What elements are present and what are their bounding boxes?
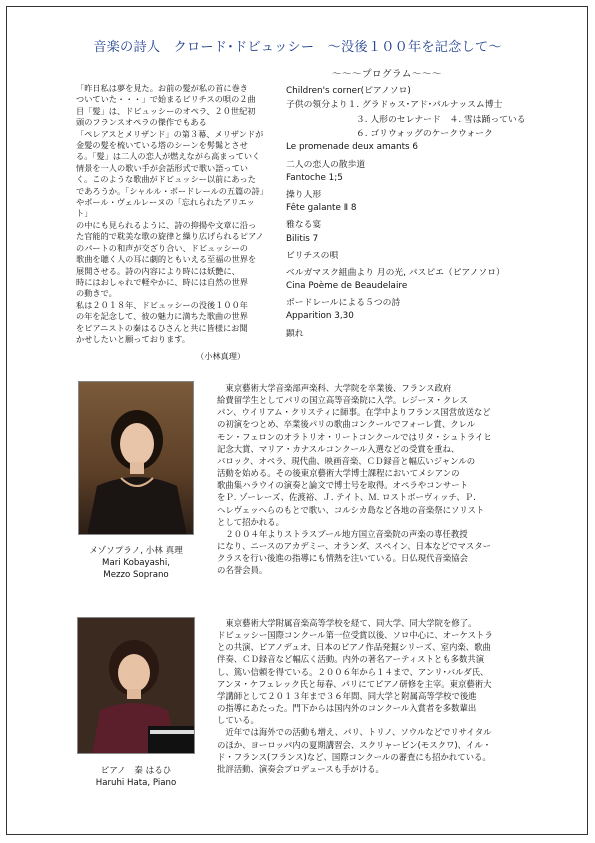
intro-line: 私は２０１８年、ドビュッシーの没後１００年 <box>76 299 248 310</box>
bio-line: 東京藝術大学附属音楽高等学校を経て、同大学、同大学院を修了。 <box>217 618 477 628</box>
mezzo-soprano-bio <box>217 382 579 577</box>
program-item: ベルガマスク組曲より 月の光, パスピエ（ピアノソロ） <box>286 268 505 278</box>
program-item: Apparition 3,30 <box>286 311 354 321</box>
bio-line: 近年では海外での活動も増え、パリ、トリノ、ソウルなどでリサイタル <box>217 727 492 738</box>
program-item: Children's corner(ピアノソロ) <box>286 86 411 96</box>
bio-line: 学講師として２０１３年まで３６年間、同大学と附属高等学校で後進 <box>217 690 477 701</box>
bio-line: 東京藝術大学音楽部声楽科、大学院を卒業後、フランス政府 <box>217 383 452 393</box>
bio-line: 記念大賞、マリア・カナスルコンクール入選などの受賞を重ね、 <box>217 443 460 454</box>
program-item: Le promenade deux amants 6 <box>286 142 419 152</box>
bio-line: ドビュッシー国際コンクール第一位受賞以後、ソロ中心に、オーケストラ <box>217 630 493 641</box>
program-item: ６. ゴリウォッグのケークウォーク <box>356 129 493 139</box>
bio-line: し、篤い信頼を得ている。２００６年から１４まで、アンリ･バルダ氏、 <box>217 666 489 677</box>
bio-line: バロック、オペラ、現代曲、映画音楽、ＣＤ録音と幅広いジャンルの <box>217 455 476 466</box>
program-item: 操り人形 <box>286 190 322 200</box>
bio-line: 批評活動、演奏会プロデュースも手がける。 <box>217 763 384 774</box>
bio-line: ２００４年よりストラスブール地方国立音楽院の声楽の専任教授 <box>217 528 468 539</box>
intro-line: 「昨日私は夢を見た。お前の髪が私の首に巻き <box>76 83 248 93</box>
program-item: ボードレールによる５つの詩 <box>286 298 401 308</box>
intro-line: る。「髪」は二人の恋人が燃えながら高まっていく <box>76 151 261 162</box>
intro-line: 歌曲を聴く人の耳に劇的ともいえる至福の世界を <box>76 254 257 265</box>
bio-line: 給費留学生としてパリの国立高等音楽院に入学。レジーヌ・クレス <box>217 395 468 406</box>
intro-line: 金髪の髪を梳いている塔のシーンを髣髴とさせ <box>76 140 248 151</box>
intro-line: のパートの和声が交ざり合い、ドビュッシーの <box>76 242 248 253</box>
intro-line: であろうか。「シャルル・ボードレールの五篇の詩」 <box>76 185 268 196</box>
bio-line: 伴奏、ＣＤ録音など幅広く活動。内外の著名アーティストとも多数共演 <box>217 654 485 665</box>
program-heading: ～～～プログラム～～～ <box>332 69 442 80</box>
program-item: 子供の領分より１. グラドゥス･アド･パルナッスム博士 <box>286 100 503 110</box>
intro-line: 目「髪」は、ドビュッシーのオペラ、２０世紀初 <box>76 105 256 116</box>
program-item: Fête galante Ⅱ 8 <box>286 203 357 213</box>
program-item: Fantoche 1;5 <box>286 173 343 183</box>
pianist-caption <box>72 765 200 789</box>
bio-line: パン、ウイリアム・クリスティに師事。在学中よりフランス国営放送など <box>217 407 491 418</box>
intro-line: 頭のフランスオペラの傑作でもある <box>76 117 207 128</box>
intro-line: やポール・ヴェルレーヌの「忘れられたアリエット」 <box>76 197 255 219</box>
page-title: 音楽の詩人 クロード･ドビュッシー ～没後１００年を記念して～ <box>93 40 502 55</box>
bio-line: している。 <box>217 715 259 726</box>
program-item: ３. 人形のセレナード ４. 雪は踊っている <box>356 115 526 125</box>
intro-line: の年を記念して、彼の魅力に満ちた歌曲の世界 <box>76 311 248 322</box>
intro-line: 時にはおしゃれで軽やかに、時には自然の世界 <box>76 276 248 287</box>
bio-line: のほか、ヨーロッパ内の夏期講習会、スクリャービン(モスクワ)、イル・ <box>217 739 492 750</box>
intro-line: をピアニストの秦はるひさんと共に皆様にお聞 <box>76 322 248 333</box>
intro-line: 展開させる。詩の内容により時には妖艶に、 <box>76 265 240 276</box>
bio-line: ヘレヴェッヘらのもとで歌い、コルシカ島など各地の音楽祭にソリスト <box>217 504 485 515</box>
caption-line: Mari Kobayashi, <box>102 558 170 568</box>
portrait-figure-2 <box>78 618 195 754</box>
intro-line: かせしたいと願っております。 <box>76 333 190 344</box>
caption-line: ピアノ 秦 はるひ <box>100 766 172 776</box>
program-item: 二人の恋人の散歩道 <box>286 160 366 170</box>
intro-line: ついていた・・・」で始まるビリチスの唄の２曲 <box>76 94 256 105</box>
bio-line: の名誉会員。 <box>217 565 268 576</box>
program-item: 雅なる宴 <box>286 220 322 230</box>
bio-line: 活動を始める。その後東京藝術大学博士課程においてメシアンの <box>217 468 460 479</box>
intro-line: く。このような歌曲がドビュッシー以前にあった <box>76 174 256 185</box>
intro-line: の中にも見られるように、詩の抑揚や文章に沿っ <box>76 219 257 230</box>
bio-line: になり、ニースのアカデミー、オランダ、スペイン、日本などでマスター <box>217 541 492 552</box>
bio-line: ド・フランス(フランス)など、国際コンクールの審査にも招かれている。 <box>217 751 491 762</box>
mezzo-soprano-caption <box>72 545 200 581</box>
intro-line: 「ペレアスとメリザンド」の第３幕、メリザンドが <box>76 128 264 139</box>
program-item: 顕れ <box>286 329 304 339</box>
bio-line: をＰ. ゾーレーズ、佐渡裕、Ｊ. テイト、Ｍ. ロストボーヴィッチ、Ｐ. <box>217 492 476 503</box>
intro-line: た官能的で耽美な歌の旋律と繰り広げられるピアノ <box>76 231 264 242</box>
pianist-bio <box>217 617 579 775</box>
bio-line: の初演をつとめ、卒業後パリの歌曲コンクールでフォーレ賞、クレル <box>217 419 476 430</box>
program-item: Bilitis 7 <box>286 234 319 244</box>
portrait-figure-1 <box>79 382 194 535</box>
intro-text <box>76 83 268 345</box>
intro-signature: （小林真理） <box>196 351 246 361</box>
caption-line: Haruhi Hata, Piano <box>95 778 177 788</box>
bio-line: の指導にあたった。門下からは国内外のコンクール入賞者を多数輩出 <box>217 703 477 714</box>
intro-line: の動きで。 <box>76 288 117 299</box>
bio-line: 歌曲集ハラウイの演奏と論文で博士号を取得。オペラやコンサート <box>217 480 468 491</box>
caption-line: メゾソプラノ, 小林 真理 <box>89 546 183 556</box>
bio-line: モン・フェロンのオラトリオ・リートコンクールではリタ・シュトライヒ <box>217 431 492 442</box>
intro-line: 情景を一人の歌い手が会話形式で歌い語ってい <box>76 162 248 173</box>
mezzo-soprano-portrait <box>78 381 194 535</box>
pianist-portrait <box>77 617 195 754</box>
bio-line: との共演、ピアノデュオ、日本のピアノ作品発掘シリーズ、室内楽、歌曲 <box>217 642 491 653</box>
program-item: Cina Poème de Beaudelaire <box>286 281 408 291</box>
bio-line: クラスを行い後進の指導にも情熱を注いている。日仏現代音楽協会 <box>217 553 468 564</box>
program-item: ビリチスの唄 <box>286 251 339 261</box>
caption-line: Mezzo Soprano <box>103 570 169 580</box>
bio-line: アンヌ・ケフェレック氏と毎春、パリにてピアノ研修を主宰。東京藝術大 <box>217 678 492 689</box>
bio-line: として招かれる。 <box>217 516 284 527</box>
